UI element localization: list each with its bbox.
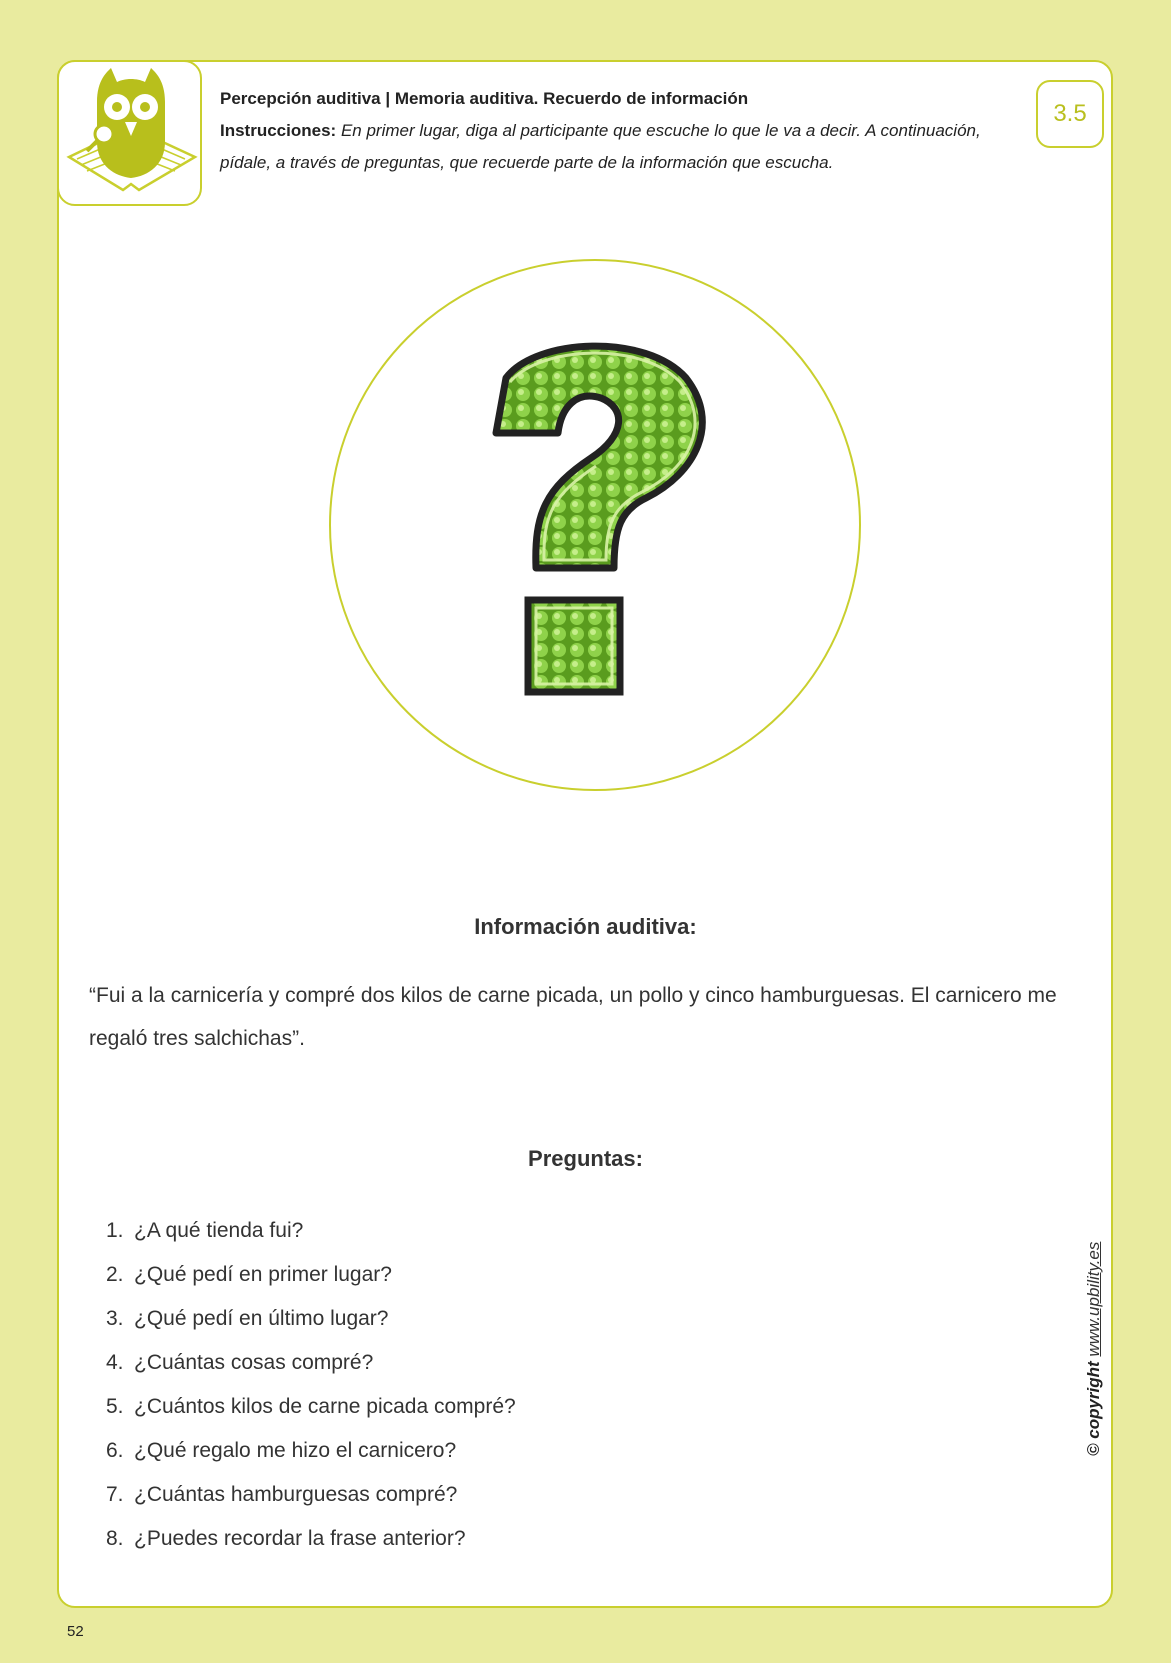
list-item	[106, 1253, 516, 1297]
question-number: 7.	[106, 1483, 124, 1506]
worksheet-title: Percepción auditiva | Memoria auditiva. Recuerdo de información	[220, 89, 749, 108]
copyright-notice	[1084, 1242, 1104, 1456]
question-text: ¿Puedes recordar la frase anterior?	[134, 1527, 466, 1550]
logo	[57, 60, 202, 206]
question-text: ¿A qué tienda fui?	[134, 1219, 304, 1242]
question-mark-icon	[488, 330, 712, 705]
question-number: 5.	[106, 1395, 124, 1418]
question-text: ¿Cuántos kilos de carne picada compré?	[134, 1395, 516, 1418]
owl-reading-book-icon	[59, 62, 202, 206]
auditory-info-text: “Fui a la carnicería y compré dos kilos de carne picada, un pollo y cinco hamburguesas. El carnicero me regaló tres salchichas”.	[89, 984, 1057, 1050]
question-number: 1.	[106, 1219, 124, 1242]
question-text: ¿Cuántas cosas compré?	[134, 1351, 374, 1374]
list-item	[106, 1297, 516, 1341]
list-item	[106, 1209, 516, 1253]
question-number: 6.	[106, 1439, 124, 1462]
question-number: 8.	[106, 1527, 124, 1550]
questions-list	[106, 1209, 516, 1561]
question-text: ¿Qué regalo me hizo el carnicero?	[134, 1439, 457, 1462]
question-number: 3.	[106, 1307, 124, 1330]
question-text: ¿Cuántas hamburguesas compré?	[134, 1483, 458, 1506]
question-number: 4.	[106, 1351, 124, 1374]
copyright-label: © copyright	[1084, 1361, 1103, 1456]
question-text: ¿Qué pedí en primer lugar?	[134, 1263, 392, 1286]
instructions-label: Instrucciones:	[220, 121, 337, 140]
exercise-number-badge: 3.5	[1036, 80, 1104, 148]
page-number: 52	[67, 1623, 84, 1640]
question-text: ¿Qué pedí en último lugar?	[134, 1307, 389, 1330]
question-number: 2.	[106, 1263, 124, 1286]
questions-heading: Preguntas:	[528, 1146, 643, 1171]
copyright-link[interactable]: www.upbility.es	[1084, 1241, 1103, 1357]
auditory-info-heading: Información auditiva:	[474, 914, 697, 939]
list-item	[106, 1473, 516, 1517]
header	[220, 83, 1030, 179]
list-item	[106, 1341, 516, 1385]
instructions-text: En primer lugar, diga al participante que escuche lo que le va a decir. A continuación, pídale, a través de preguntas, que recuerde parte de la información que escucha.	[220, 121, 981, 172]
list-item	[106, 1517, 516, 1561]
list-item	[106, 1385, 516, 1429]
instructions	[220, 115, 1030, 179]
list-item	[106, 1429, 516, 1473]
